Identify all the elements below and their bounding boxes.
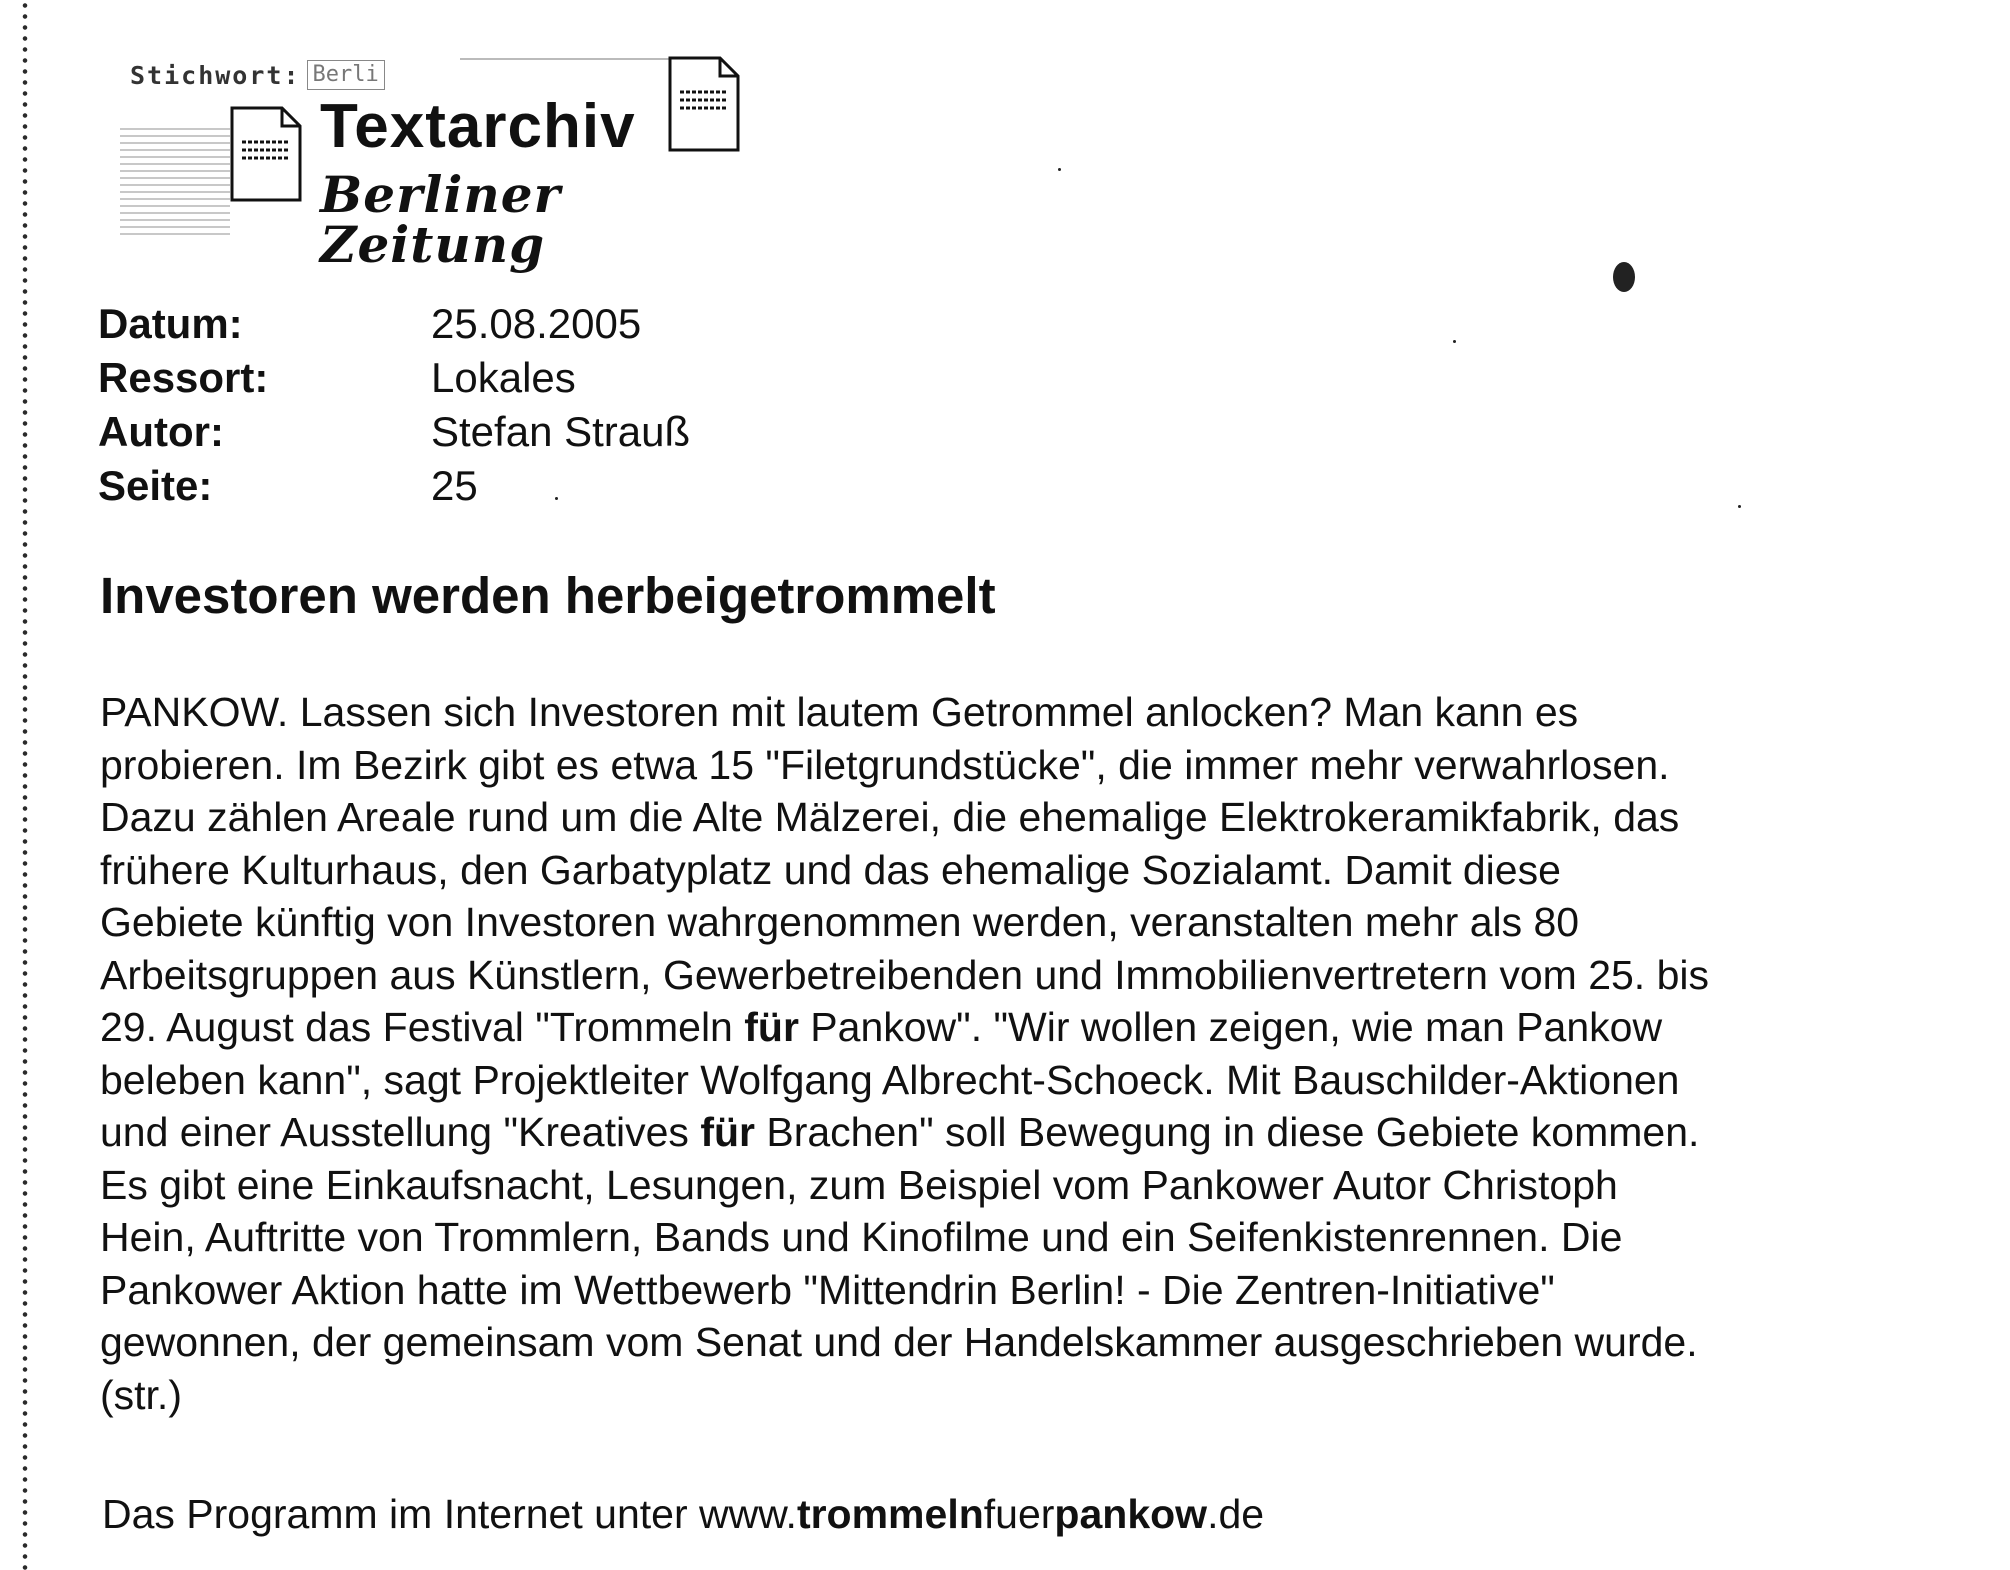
meta-key: Ressort: xyxy=(98,354,269,401)
body-line: frühere Kulturhaus, den Garbatyplatz und das ehemalige Sozialamt. Damit diese xyxy=(100,846,1561,893)
meta-row-autor xyxy=(98,405,690,459)
document-icon xyxy=(668,56,740,152)
body-line: Gebiete künftig von Investoren wahrgenommen werden, veranstalten mehr als 80 xyxy=(100,899,1580,945)
meta-key: Datum: xyxy=(98,300,243,347)
textarchiv-title: Textarchiv xyxy=(320,92,636,161)
scan-speck xyxy=(1058,168,1061,171)
body-line: Dazu zählen Areale rund um die Alte Mälzerei, die ehemalige Elektrokeramikfabrik, das xyxy=(100,794,1680,840)
article-body xyxy=(100,686,2000,1421)
scan-speck xyxy=(1738,505,1741,508)
body-line: Hein, Auftritte von Trommlern, Bands und Kinofilme und ein Seifenkistenrennen. Die xyxy=(100,1214,1623,1260)
meta-value: 25 xyxy=(431,462,478,509)
meta-key: Autor: xyxy=(98,408,224,455)
article-metadata xyxy=(98,297,690,513)
stichwort-label: Stichwort: xyxy=(130,60,301,90)
textarchiv-header xyxy=(120,48,760,274)
body-line: Arbeitsgruppen aus Künstlern, Gewerbetreibenden und Immobilienvertretern vom 25. bis xyxy=(100,951,1709,998)
stichwort-row xyxy=(130,60,385,90)
meta-row-ressort xyxy=(98,351,690,405)
meta-value: Lokales xyxy=(431,354,576,401)
newspaper-name: Berliner Zeitung xyxy=(320,165,561,274)
meta-value: 25.08.2005 xyxy=(431,300,642,347)
body-line: (str.) xyxy=(100,1371,182,1418)
body-line: und einer Ausstellung "Kreatives für Brachen" soll Bewegung in diese Gebiete kommen. xyxy=(100,1109,1700,1155)
scan-speck xyxy=(1613,262,1635,292)
perforated-edge xyxy=(22,0,28,1570)
program-url-line: Das Programm im Internet unter www.trommelnfuerpankow.de xyxy=(102,1491,1265,1537)
body-line: beleben kann", sagt Projektleiter Wolfgang Albrecht-Schoeck. Mit Bauschilder-Aktionen xyxy=(100,1056,1680,1103)
meta-key: Seite: xyxy=(98,462,213,509)
body-line: probieren. Im Bezirk gibt es etwa 15 "Filetgrundstücke", die immer mehr verwahrlosen. xyxy=(100,741,1670,788)
body-line: gewonnen, der gemeinsam vom Senat und der Handelskammer ausgeschrieben wurde. xyxy=(100,1319,1698,1365)
speed-lines-decoration xyxy=(120,128,230,238)
meta-row-seite xyxy=(98,459,690,513)
scan-speck xyxy=(1453,340,1456,343)
body-line: 29. August das Festival "Trommeln für Pankow". "Wir wollen zeigen, wie man Pankow xyxy=(100,1004,1663,1050)
body-line: Es gibt eine Einkaufsnacht, Lesungen, zum Beispiel vom Pankower Autor Christoph xyxy=(100,1161,1618,1208)
meta-row-datum xyxy=(98,297,690,351)
stichwort-input[interactable]: Berli xyxy=(307,60,385,90)
body-line: PANKOW. Lassen sich Investoren mit lautem Getrommel anlocken? Man kann es xyxy=(100,689,1579,735)
meta-value: Stefan Strauß xyxy=(431,408,691,455)
document-icon xyxy=(230,106,302,202)
body-line: Pankower Aktion hatte im Wettbewerb "Mittendrin Berlin! - Die Zentren-Initiative" xyxy=(100,1266,1555,1313)
article-headline: Investoren werden herbeigetrommelt xyxy=(100,567,996,624)
